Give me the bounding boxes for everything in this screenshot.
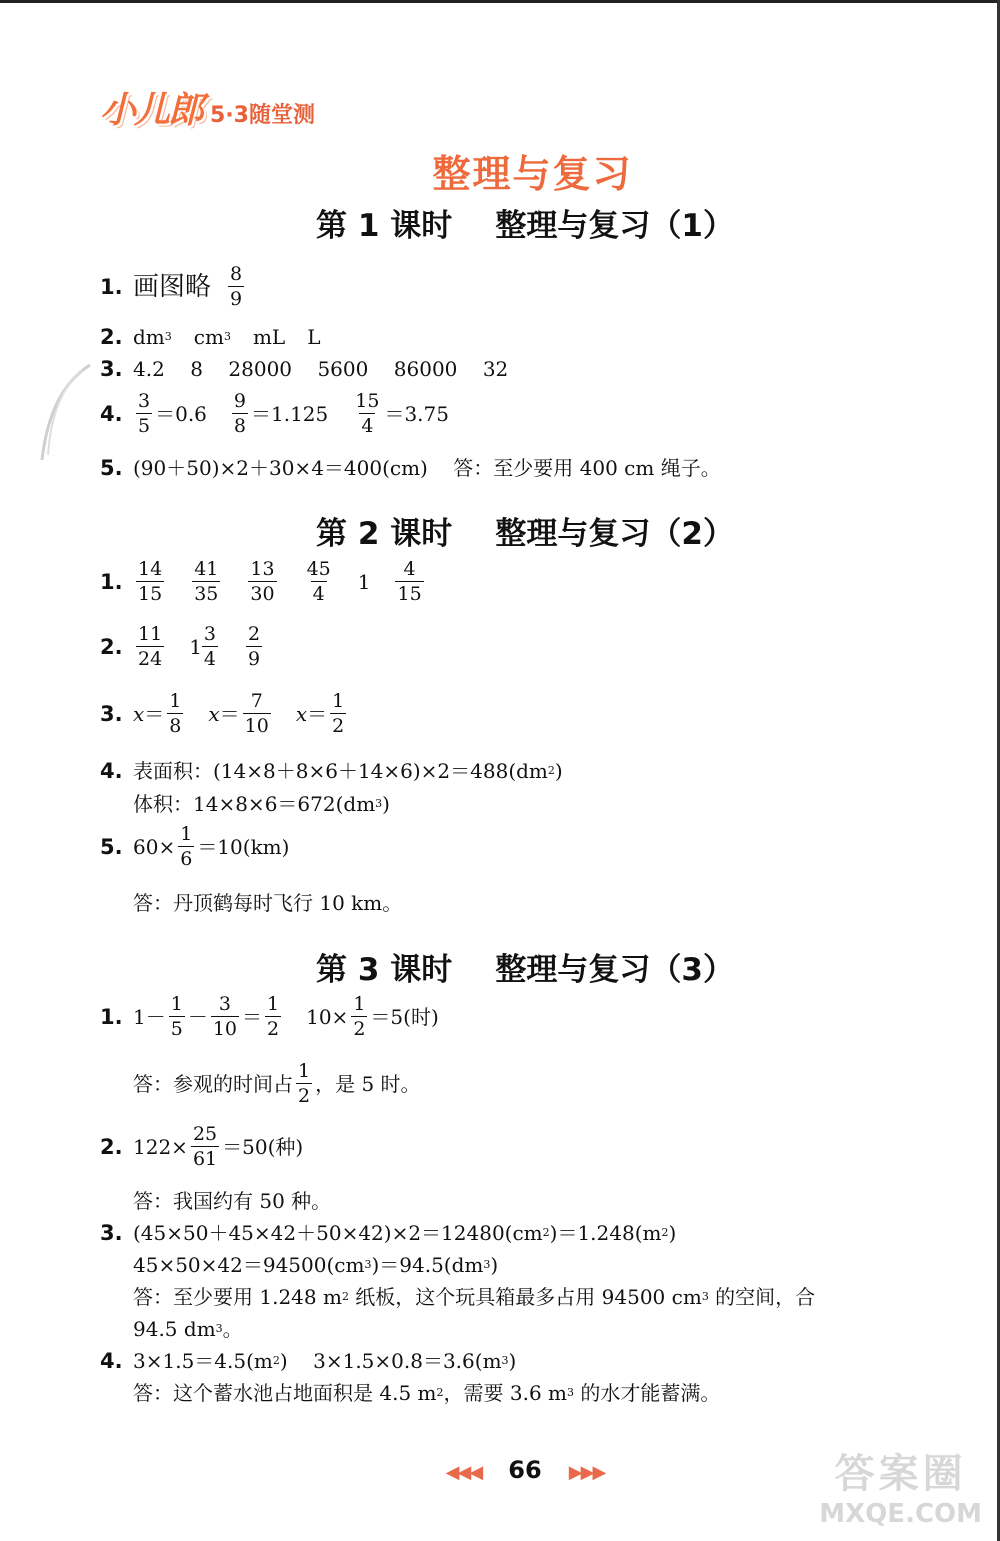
question-number: 4.	[100, 759, 123, 783]
s3-q3-line3: 答：至少要用 1.248 m 2 纸板，这个玩具箱最多占用 94500 cm 3 的空间，合	[133, 1285, 816, 1309]
s1-q1	[100, 265, 247, 309]
s2-q1: 1. $\frac{14}{15}$ $\frac{41}{35}$ $\frac{13}{30}$ $\frac{45}{4}$ 1 $\frac{4}{15}$	[100, 558, 422, 605]
brand-header	[100, 82, 315, 133]
s2-q5-answer: 答：丹顶鹤每时飞行 10 km。	[133, 891, 403, 915]
s3-q1-answer: 答：参观的时间占 $\frac{1}{2}$ ，是 5 时。	[133, 1060, 421, 1107]
section-3-title: 第 3 课时 整理与复习（3）	[316, 952, 734, 988]
question-number: 2.	[100, 635, 123, 659]
question-number: 3.	[100, 357, 123, 381]
answer-text: (90＋50)×2＋30×4＝400(cm) 答：至少要用 400 cm 绳子。	[133, 456, 721, 480]
s3-q1: 1. 1－ $\frac{1}{5}$ － $\frac{3}{10}$ ＝ $\frac{1}{2}$ 10× $\frac{1}{2}$ ＝5(时)	[100, 993, 439, 1040]
section-1-title: 第 1 课时 整理与复习（1）	[316, 208, 734, 244]
watermark-en: MXQE.COM	[819, 1499, 982, 1529]
s3-q4-line2: 答：这个蓄水池占地面积是 4.5 m 2 ，需要 3.6 m 3 的水才能蓄满。	[133, 1381, 721, 1405]
question-number: 3.	[100, 1221, 123, 1245]
s3-q3-line2: 45×50×42＝94500(cm 3 )＝94.5(dm 3 )	[133, 1253, 499, 1277]
s3-q3-line1: 3. (45×50＋45×42＋50×42)×2＝12480(cm 2 )＝1.248(m 2 )	[100, 1218, 676, 1248]
question-number: 4.	[100, 1349, 123, 1373]
brand-subtitle: 5·3随堂测	[210, 103, 315, 128]
question-number: 1.	[100, 275, 123, 299]
page-number: 66	[508, 1456, 542, 1484]
s2-q5: 5. 60× $\frac{1}{6}$ ＝10(km)	[100, 823, 290, 870]
s1-q2: 2. dm 3 cm 3 mL L	[100, 322, 320, 352]
s2-q3: 3. x ＝ $\frac{1}{8}$ x ＝ $\frac{7}{10}$ x ＝ $\frac{1}{2}$	[100, 690, 345, 737]
watermark-cn: 答案圈	[834, 1451, 967, 1497]
s1-q4: 4. $\frac{3}{5}$ ＝0.6 $\frac{9}{8}$ ＝1.125 $\frac{15}{4}$ ＝3.75	[100, 390, 449, 437]
section-2-title: 第 2 课时 整理与复习（2）	[316, 516, 734, 552]
s3-q2: 2. 122× $\frac{25}{61}$ ＝50(种)	[100, 1123, 304, 1170]
question-number: 1.	[100, 570, 123, 594]
right-arrows-icon: ▶▶▶	[568, 1462, 605, 1483]
s3-q4-line1: 4. 3×1.5＝4.5(m 2 ) 3×1.5×0.8＝3.6(m 3 )	[100, 1346, 516, 1376]
question-number: 1.	[100, 1005, 123, 1029]
s3-q2-answer: 答：我国约有 50 种。	[133, 1189, 332, 1213]
s1-q5	[100, 453, 721, 483]
left-arrows-icon: ◀◀◀	[445, 1462, 482, 1483]
question-number: 4.	[100, 402, 123, 426]
s1-q3	[100, 354, 508, 384]
s2-q4-line1: 4. 表面积：(14×8＋8×6＋14×6)×2＝488(dm 2 )	[100, 756, 563, 786]
answer-text: 画图略	[133, 272, 212, 302]
brand-logo: 小儿郎	[100, 90, 203, 131]
question-number: 3.	[100, 702, 123, 726]
question-number: 2.	[100, 1135, 123, 1159]
decorative-curve	[30, 360, 100, 470]
page-title: 整理与复习	[432, 152, 633, 196]
answer-text: 4.2 8 28000 5600 86000 32	[133, 357, 509, 381]
question-number: 5.	[100, 835, 123, 859]
top-border	[0, 0, 1000, 3]
question-number: 2.	[100, 325, 123, 349]
question-number: 5.	[100, 456, 123, 480]
watermark	[819, 1442, 982, 1529]
s2-q4-line2: 体积：14×8×6＝672(dm 3 )	[133, 792, 390, 816]
fraction: $\frac{8}{9}$	[230, 263, 243, 310]
s2-q2: 2. $\frac{11}{24}$ 1 $\frac{3}{4}$ $\frac{2}{9}$	[100, 623, 261, 670]
s3-q3-line4: 94.5 dm 3 。	[133, 1317, 243, 1341]
